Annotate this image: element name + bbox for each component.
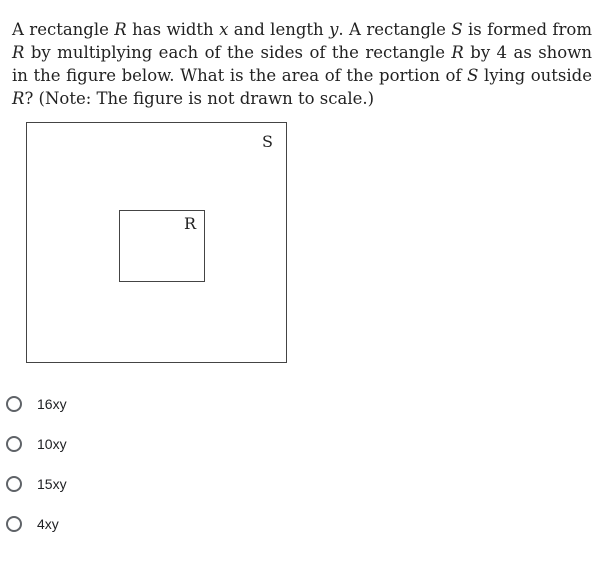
question-segment: and length: [228, 20, 330, 39]
question-segment: has width: [126, 20, 220, 39]
option-label: 16xy: [37, 396, 67, 412]
question-segment: lying outside: [478, 66, 592, 85]
answer-options: [6, 394, 67, 554]
question-segment: ? (Note: The figure is not drawn to scale.): [24, 89, 375, 108]
outer-rectangle-s: [26, 122, 287, 363]
question-segment: is formed from: [462, 20, 593, 39]
answer-option[interactable]: [6, 434, 67, 454]
question-text: [12, 18, 592, 110]
math-variable: S: [467, 66, 479, 85]
inner-rectangle-label: R: [184, 214, 197, 233]
option-label: 4xy: [37, 516, 59, 532]
question-segment: . A rectangle: [338, 20, 452, 39]
option-label: 10xy: [37, 436, 67, 452]
question-segment: by multiplying each of the sides of the rectangle: [24, 43, 452, 62]
math-variable: R: [12, 43, 25, 62]
math-variable: R: [12, 89, 25, 108]
math-variable: R: [114, 20, 127, 39]
answer-option[interactable]: [6, 394, 67, 414]
outer-rectangle-label: S: [262, 132, 273, 151]
answer-option[interactable]: [6, 474, 67, 494]
math-variable: S: [451, 20, 463, 39]
radio-button-icon[interactable]: [6, 436, 22, 452]
math-variable: y: [329, 20, 339, 39]
question-segment: by 4 as shown in the figure below. What is the area of the portion of: [12, 43, 592, 85]
radio-button-icon[interactable]: [6, 516, 22, 532]
answer-option[interactable]: [6, 514, 67, 534]
math-variable: R: [451, 43, 464, 62]
radio-button-icon[interactable]: [6, 396, 22, 412]
question-segment: A rectangle: [12, 20, 115, 39]
radio-button-icon[interactable]: [6, 476, 22, 492]
inner-rectangle-r: [119, 210, 205, 282]
math-variable: x: [219, 20, 229, 39]
option-label: 15xy: [37, 476, 67, 492]
